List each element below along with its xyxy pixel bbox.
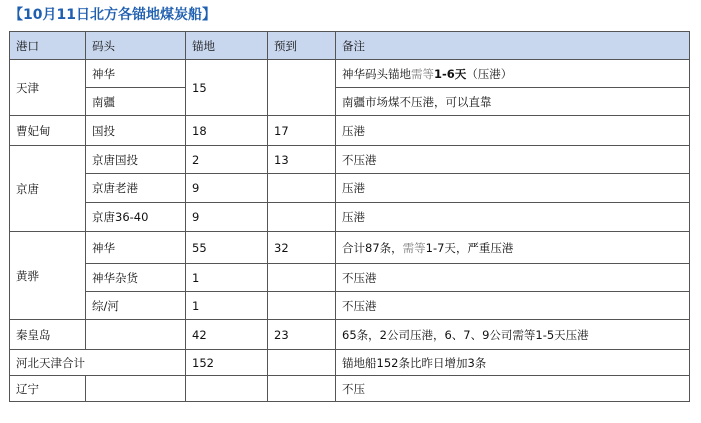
note-cell: 不压港 <box>336 292 690 320</box>
port-cell: 天津 <box>10 60 86 116</box>
arrival-cell <box>268 264 336 292</box>
anchor-cell: 9 <box>186 203 268 232</box>
note-cell: 65条，2公司压港，6、7、9公司需等1-5天压港 <box>336 320 690 350</box>
header-wharf: 码头 <box>86 32 186 60</box>
arrival-cell: 13 <box>268 146 336 174</box>
wharf-cell: 神华 <box>86 60 186 88</box>
arrival-cell <box>268 203 336 232</box>
wharf-cell: 京唐国投 <box>86 146 186 174</box>
note-text-days: 1-7天 <box>425 240 456 255</box>
header-anchor: 锚地 <box>186 32 268 60</box>
arrival-cell <box>268 60 336 116</box>
note-text: 神华码头锚地 <box>342 66 411 81</box>
table-row <box>10 174 690 203</box>
wharf-cell: 神华 <box>86 232 186 264</box>
port-cell: 曹妃甸 <box>10 116 86 146</box>
note-text-wait: 需等 <box>402 240 426 255</box>
note-cell: 不压港 <box>336 264 690 292</box>
arrival-cell: 23 <box>268 320 336 350</box>
table-row <box>10 264 690 292</box>
table-row <box>10 376 690 402</box>
table-row <box>10 116 690 146</box>
wharf-cell: 南疆 <box>86 88 186 116</box>
note-cell: 压港 <box>336 116 690 146</box>
note-cell: 锚地船152条比昨日增加3条 <box>336 350 690 376</box>
header-port: 港口 <box>10 32 86 60</box>
wharf-cell: 神华杂货 <box>86 264 186 292</box>
table-row <box>10 350 690 376</box>
anchor-cell: 42 <box>186 320 268 350</box>
note-cell: 不压 <box>336 376 690 402</box>
note-text-tail: （压港） <box>466 66 513 81</box>
anchor-cell <box>186 376 268 402</box>
header-note: 备注 <box>336 32 690 60</box>
note-text-days: 1-6天 <box>434 66 467 81</box>
anchorage-table <box>9 31 690 402</box>
wharf-cell: 综/河 <box>86 292 186 320</box>
anchor-cell: 18 <box>186 116 268 146</box>
table-row <box>10 60 690 88</box>
arrival-cell: 32 <box>268 232 336 264</box>
table-row <box>10 320 690 350</box>
port-cell: 黄骅 <box>10 232 86 320</box>
arrival-cell <box>268 174 336 203</box>
wharf-cell <box>86 320 186 350</box>
anchor-cell: 55 <box>186 232 268 264</box>
anchor-cell: 2 <box>186 146 268 174</box>
wharf-cell: 京唐36-40 <box>86 203 186 232</box>
port-cell: 京唐 <box>10 146 86 232</box>
port-cell: 辽宁 <box>10 376 86 402</box>
table-row <box>10 292 690 320</box>
note-cell: 压港 <box>336 174 690 203</box>
table-row <box>10 146 690 174</box>
arrival-cell <box>268 292 336 320</box>
port-cell: 秦皇岛 <box>10 320 86 350</box>
port-cell: 河北天津合计 <box>10 350 186 376</box>
note-cell <box>336 60 690 88</box>
wharf-cell: 京唐老港 <box>86 174 186 203</box>
table-row <box>10 88 690 116</box>
arrival-cell <box>268 350 336 376</box>
anchor-cell: 15 <box>186 60 268 116</box>
page-title: 【10月11日北方各锚地煤炭船】 <box>9 7 216 23</box>
note-cell <box>336 232 690 264</box>
table-row <box>10 232 690 264</box>
note-text: 合计87条， <box>342 240 403 255</box>
note-cell: 不压港 <box>336 146 690 174</box>
anchor-cell: 9 <box>186 174 268 203</box>
anchor-cell: 1 <box>186 264 268 292</box>
wharf-cell: 国投 <box>86 116 186 146</box>
note-text-wait: 需等 <box>411 66 434 81</box>
wharf-cell <box>86 376 186 402</box>
anchor-cell: 1 <box>186 292 268 320</box>
table-row <box>10 203 690 232</box>
header-arrival: 预到 <box>268 32 336 60</box>
note-cell: 南疆市场煤不压港，可以直靠 <box>336 88 690 116</box>
table-header-row <box>10 32 690 60</box>
anchor-cell: 152 <box>186 350 268 376</box>
note-cell: 压港 <box>336 203 690 232</box>
arrival-cell: 17 <box>268 116 336 146</box>
note-text-tail: ，严重压港 <box>455 240 514 255</box>
arrival-cell <box>268 376 336 402</box>
